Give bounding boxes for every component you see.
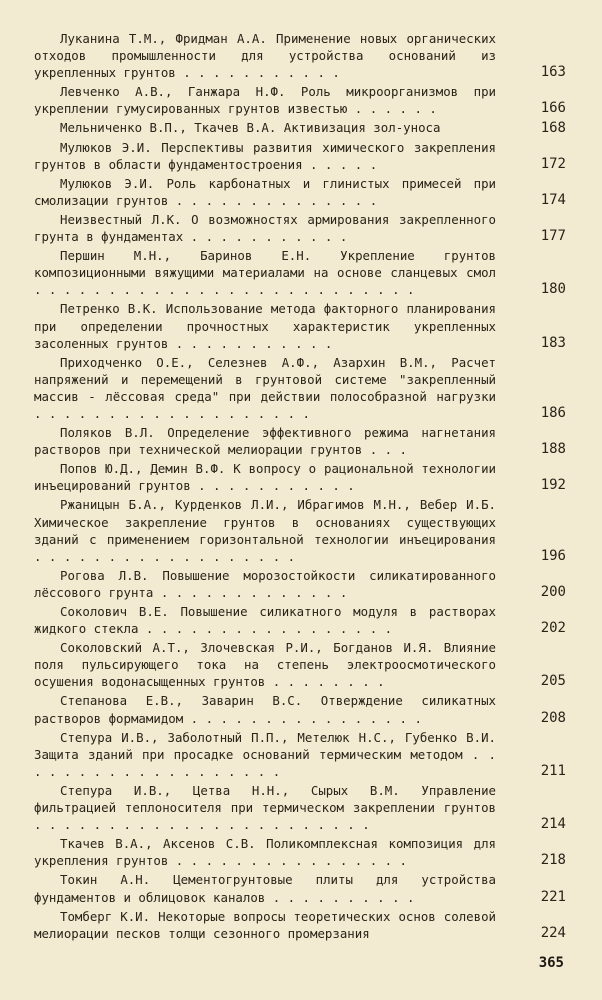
toc-entry-page: 183	[540, 334, 566, 351]
toc-entry-text: Соколович В.Е. Повышение силикатного модуля в растворах жидкого стекла . . . . . . . . . . . . . . . . .	[34, 604, 496, 637]
toc-entry-page: 172	[540, 155, 566, 172]
toc-entry-text: Степура И.В., Заболотный П.П., Метелюк Н.С., Губенко В.И. Защита зданий при просадке оснований термическим методом . . . . . . . . . . . . . . . . . . .	[34, 729, 496, 779]
table-of-contents	[34, 30, 566, 944]
page-number: 365	[538, 955, 564, 971]
toc-entry	[34, 30, 566, 81]
toc-entry	[34, 211, 566, 245]
toc-entry	[34, 692, 566, 726]
toc-entry-page: 214	[540, 816, 566, 833]
toc-entry-text: Томберг К.И. Некоторые вопросы теоретических основ солевой мелиорации песков толщи сезонного промерзания	[34, 908, 496, 941]
toc-entry	[34, 300, 566, 351]
toc-entry-page: 224	[540, 924, 566, 941]
toc-entry-text: Мельниченко В.П., Ткачев В.А. Активизация зол-уноса	[60, 120, 441, 136]
toc-entry-text: Мулюков Э.И. Перспективы развития химического закрепления грунтов в области фундаментостроения . . . . .	[34, 139, 496, 172]
toc-entry-text: Степанова Е.В., Заварин В.С. Отверждение силикатных растворов формамидом . . . . . . . . . . . . . . . .	[34, 693, 496, 726]
toc-entry	[34, 460, 566, 494]
toc-entry-text: Ржаницын Б.А., Курденков Л.И., Ибрагимов М.Н., Вебер И.Б. Химическое закрепление грунтов в основаниях существующих зданий с применением горизонтальной технологии инъецирования . . . . . . . . . . . . . . . . . .	[34, 497, 496, 564]
toc-entry	[34, 639, 566, 690]
toc-entry	[34, 871, 566, 905]
toc-entry	[34, 354, 566, 422]
toc-entry-page: 208	[540, 709, 566, 726]
toc-entry-text: Луканина Т.М., Фридман А.А. Применение новых органических отходов промышленности для устройства оснований из укрепленных грунтов . . . . . . . . . . .	[34, 31, 496, 81]
toc-entry-page: 200	[540, 584, 566, 600]
toc-entry	[34, 139, 566, 173]
toc-entry-page: 177	[540, 228, 566, 245]
toc-entry	[34, 782, 566, 833]
toc-entry-page: 211	[540, 762, 566, 779]
toc-entry-page: 218	[540, 852, 566, 869]
toc-entry-page: 166	[540, 100, 566, 117]
toc-entry-page: 205	[540, 673, 566, 690]
toc-entry-page: 168	[540, 119, 566, 136]
toc-entry	[34, 83, 566, 117]
toc-entry-text: Петренко В.К. Использование метода факторного планирования при определении прочностных характеристик укрепленных засоленных грунтов . . . . . . . . . . .	[34, 301, 496, 351]
toc-entry-text: Приходченко О.Е., Селезнев А.Ф., Азархин В.М., Расчет напряжений и перемещений в грунтовой системе "закрепленный массив - лёссовая среда" при действии полособразной нагрузки . . . . . . . . . . . . . . . . . . .	[34, 354, 496, 421]
toc-entry-page: 202	[540, 620, 566, 637]
toc-entry-text: Рогова Л.В. Повышение морозостойкости силикатированного лёссового грунта . . . . . . . . . . . . .	[34, 567, 496, 600]
toc-entry-page: 180	[540, 281, 566, 298]
toc-entry	[34, 603, 566, 637]
toc-entry	[34, 424, 566, 458]
toc-entry-text: Соколовский А.Т., Злочевская Р.И., Богданов И.Я. Влияние поля пульсирующего тока на степень электроосмотического осушения водонасыщенных грунтов . . . . . . . .	[34, 640, 496, 690]
toc-entry-page: 188	[540, 441, 566, 458]
toc-entry-text: Поляков В.Л. Определение эффективного режима нагнетания растворов при технической мелиорации грунтов . . .	[34, 425, 496, 458]
toc-entry-text: Левченко А.В., Ганжара Н.Ф. Роль микроорганизмов при укреплении гумусированных грунтов известью . . . . . .	[34, 84, 496, 117]
toc-entry	[34, 119, 566, 136]
toc-entry-page: 192	[540, 477, 566, 494]
toc-entry	[34, 835, 566, 869]
toc-entry-page: 221	[540, 888, 566, 905]
toc-entry	[34, 496, 566, 564]
toc-entry	[34, 729, 566, 780]
toc-entry-text: Неизвестный Л.К. О возможностях армирования закрепленного грунта в фундаментах . . . . . . . . . . .	[34, 211, 496, 245]
toc-entry	[34, 175, 566, 209]
toc-entry	[34, 908, 566, 942]
toc-entry-page: 163	[540, 64, 566, 81]
toc-entry-text: Першин М.Н., Баринов Е.Н. Укрепление грунтов композиционными вяжущими материалами на основе сланцевых смол . . . . . . . . . . . . . . . . . . . . . . . . . .	[34, 248, 496, 298]
toc-entry-text: Попов Ю.Д., Демин В.Ф. К вопросу о рациональной технологии инъецирований грунтов . . . . . . . . . . .	[34, 461, 496, 494]
toc-entry-text: Степура И.В., Цетва Н.Н., Сырых В.М. Управление фильтрацией теплоносителя при термическом закреплении грунтов . . . . . . . . . . . . . . . . . . . . . . .	[34, 782, 496, 833]
toc-entry	[34, 567, 566, 601]
toc-entry-text: Ткачев В.А., Аксенов С.В. Поликомплексная композиция для укрепления грунтов . . . . . . . . . . . . . . . .	[34, 836, 496, 869]
toc-entry-text: Токин А.Н. Цементогрунтовые плиты для устройства фундаментов и облицовок каналов . . . . . . . . . .	[34, 872, 496, 905]
toc-entry-page: 196	[540, 547, 566, 564]
toc-entry-page: 174	[540, 191, 566, 208]
toc-entry-page: 186	[540, 405, 566, 422]
toc-entry	[34, 247, 566, 298]
toc-entry-text: Мулюков Э.И. Роль карбонатных и глинистых примесей при смолизации грунтов . . . . . . . . . . . . . .	[34, 175, 496, 208]
